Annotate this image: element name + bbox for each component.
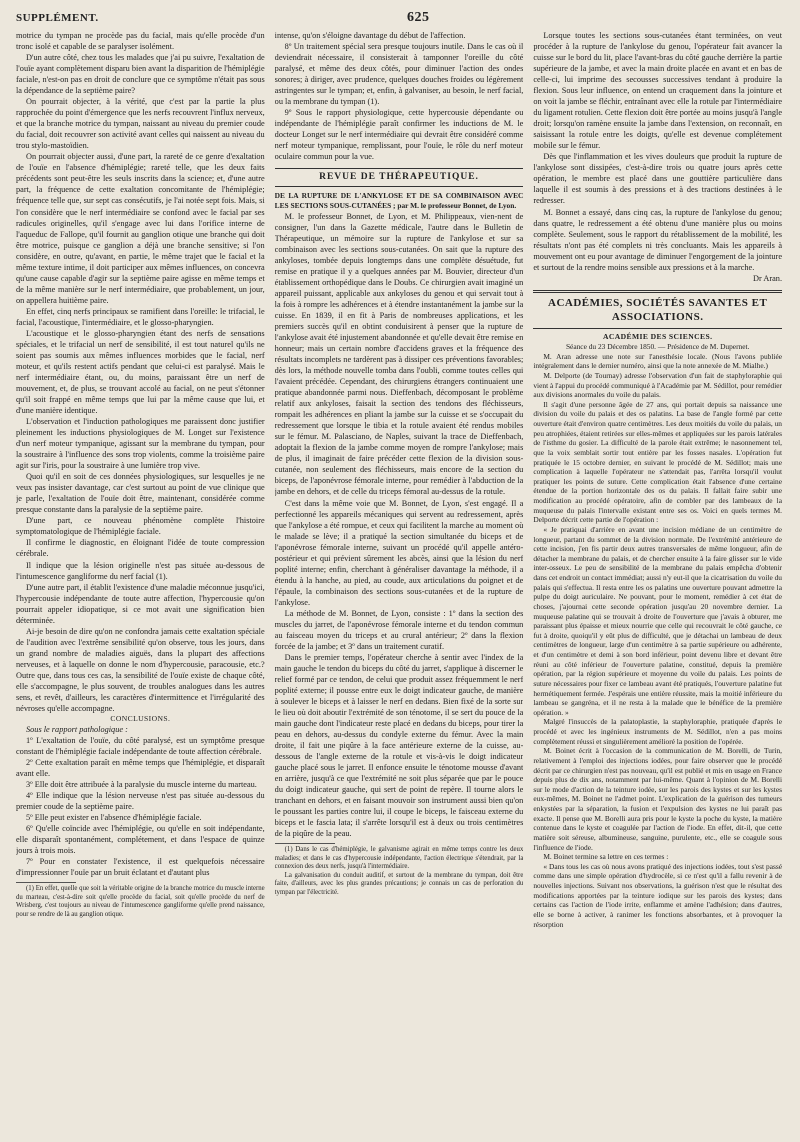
paragraph: « Je pratiquai d'arrière en avant une incision médiane de un centimètre de longueur, partant du sommet de la division normale. De l'extrémité antérieure de cette incision, j'en fis partir deux autres transversales de même longueur, afin de détacher la membrane du palais, et de chercher ensuite à la faire glisser sur le vide inter-osseux. Le peu de sensibilité de la membrane du palais empêcha d'obtenir dans cet endroit un contact immédiat; aussi n'y eut-il que la cicatrisation du voile du palais qui s'effectua. Il resta entre les os palatins une ouverture pouvant admettre la pulpe du doigt auriculaire. Ne pouvant, pour le moment, remédier à cet état de choses, j'ajournai cette seconde opération jusqu'au 20 novembre dernier. La muqueuse palatine qui se trouvait à droite de l'ouverture que j'avais à obturer, me paraissant plus épaisse et mieux nourrie que celle qui recouvrait le côté gauche, ce fut à droite, quoiqu'il y eût plus de difficulté, que je détachai un lambeau de deux centimètres de longueur, large d'un centimètre à sa partie supérieure ou adhérente, et d'un centimètre et demi à son bord inférieur, point devenu libre et devant être réuni au côté inférieur de l'ouverture palatine, constitué, depuis la première opération, par la région supérieure et moyenne du voile du palais. Les points de suture nécessaires pour fixer ce lambeau avant été pratiqués, l'ouverture palatine fut hermétiquement fermée. J'espérais une entière réussite, mais la moitié inférieure du lambeau se gangréna, et il ne resta à la malade que le bénéfice de la première opération. » xyxy=(533,524,783,717)
paragraph: M. Aran adresse une note sur l'anesthésie locale. (Nous l'avons publiée intégralement dans le dernier numéro, ainsi que la note annexée de M. Mialhe.) xyxy=(533,351,783,371)
paragraph: C'est dans la même voie que M. Bonnet, de Lyon, s'est engagé. Il a perfectionné les appareils mécaniques qui servent au redressement, après que l'ankylose a été rompue, et ceux qui facilitent la marche au moment où le malade se lève; il a pratiqué la section simultanée du biceps et de l'aponévrose fémorale interne, suivant un procédé qu'il appelle antéro-postérieur et qui prévient sûrement les abcès, ainsi que la lésion du nerf poplité interne; enfin, cherchant à généraliser davantage la méthode, il a étendu à la hanche, au pied, au coude, aux articulations du poignet et de l'épaule, la combinaison des sections sous-cutanées et de la rupture de l'ankylose. xyxy=(274,498,524,607)
conclusion-item: Sous le rapport pathologique : xyxy=(26,725,128,735)
conclusions-heading: CONCLUSIONS. xyxy=(110,713,171,723)
paragraph: intense, qu'on s'éloigne davantage du début de l'affection. xyxy=(274,31,466,40)
paragraph: On pourrait objecter aussi, d'une part, la rareté de ce genre d'exaltation de l'ouïe en l'absence d'hémiplégie; rareté telle, que les deux faits précédents sont peut-être les seuls inscrits dans la science; et, d'une autre part, la fréquence de cette exaltation concomitante de l'hémiplégie; fréquence telle que, sur sept cas consécutifs, je l'ai notée sept fois. Mais, si l'on considère que le nerf intermédiaire se confond avec le facial par ses radicules originelles, qu'il s'engage avec lui dans l'orifice interne de l'aqueduc de Fallope, qu'il fournit au ganglion otique une branche qui doit être motrice, puisque ce ganglion a déjà une branche sensitive; si l'on considère, en outre, qu'avant, en partie, le même trajet que le facial et la même texture intime, il doit participer aux mêmes influences, on concevra qu'une cause capable d'agir sur la septième paire agisse en même temps et de la même manière sur le nerf intermédiaire, que probablement, un jour, on appellera huitième paire. xyxy=(16,152,265,305)
paragraph: M. Boinet termine sa lettre en ces termes : xyxy=(543,852,669,862)
paragraph: M. Bonnet a essayé, dans cinq cas, la rupture de l'ankylose du genou; dans quatre, le redressement a été obtenu d'une manière plus ou moins complète. Seulement, sous le rapport du rétablissement de la mobilité, les résultats n'ont pas été complets ni très concluants. Mais les appareils à mouvement ont eu pour avantage de diminuer l'engorgement de la jointure et surtout de la rendre moins sensible aux pressions et à la marche. xyxy=(533,207,783,272)
conclusion-item: 4º Elle indique que la lésion nerveuse n'est pas située au-dessous du premier coude de la septième paire. xyxy=(16,791,265,812)
conclusion-item: 2º Cette exaltation paraît en même temps que l'hémiplégie, et disparaît avant elle. xyxy=(16,758,265,779)
paragraph: « Dans tous les cas où nous avons pratiqué des injections iodées, tout s'est passé comme dans une simple opération d'hydrocèle, si ce n'est qu'il a fallu revenir à de nouvelles injections. Suivant nos observations, la guérison n'est que le résultat des modifications apportées par la teinture iodique sur les parois des kystes; dans certains cas l'action de l'iode irrite, enflamme et amène l'adhésion; dans d'autres, elle se borne à activer, à ranimer les fonctions absorbantes, et à provoquer la résorption xyxy=(533,861,783,929)
column-3 xyxy=(533,30,782,1142)
column-2 xyxy=(275,30,524,1142)
paragraph: L'acoustique et le glosso-pharyngien étant des nerfs de sensations spéciales, et le trifacial un nerf de sensibilité, il est tout naturel qu'ils ne soient pas soumis aux mêmes influences morbides que le facial, nerf moteur, et qu'ils restent actifs pendant que celui-ci est paralysé. Mais le nerf intermédiaire étant, ou, du moins, paraissant être un nerf de mouvement, et, de plus, se trouvant accolé au facial, on ne peut s'étonner qu'il soit frappé en même temps que lui par la même cause que lui, et d'une manière identique. xyxy=(16,328,265,416)
section-title-therapeutique: REVUE DE THÉRAPEUTIQUE. xyxy=(275,168,524,187)
paragraph: M. Boinet écrit à l'occasion de la communication de M. Borelli, de Turin, relativement à l'emploi des injections iodées, pour faire observer que le procédé décrit par ce chirurgien n'est pas nouveau, qu'il est publié et mis en usage en France depuis plus de dix ans, notamment par lui-même. Quant à l'opinion de M. Borelli sur le mode d'action de la teinture iodée, sur les parois des kystes et sur les kystes eux-mêmes, M. Boinet ne l'admet point. L'explication de la guérison des tumeurs enkystées par la séparation, la fusion et l'expulsion des kystes ne lui paraît pas exacte. Il pense que M. Borelli aura pris pour le kyste la poche du kyste, la matière contenue dans le kyste et coagulée par l'action de l'iode. En effet, dit-il, que cette matière soit séreuse, albumineuse, sanguine, purulente, etc., elle se coagule sous l'influence de l'iode. xyxy=(533,746,783,852)
paragraph: motrice du tympan ne procède pas du facial, mais qu'elle procède d'un tronc isolé et capable de se paralyser isolément. xyxy=(16,31,265,52)
paragraph: D'un autre côté, chez tous les malades que j'ai pu suivre, l'exaltation de l'ouïe ayant complètement disparu bien avant la disparition de l'hémiplégie faciale, n'est-on pas en droit de conclure que ce symptôme n'était pas sous la dépendance de la septième paire? xyxy=(16,53,265,96)
paragraph: Malgré l'insuccès de la palatoplastie, la staphyloraphie, pratiquée d'après le procédé et avec les ingénieux instruments de M. Sédillot, n'en a pas moins complètement réussi et singulièrement amélioré la position de l'opérée. xyxy=(533,717,783,746)
column-1 xyxy=(16,30,265,1142)
conclusion-item: 1º L'exaltation de l'ouïe, du côté paralysé, est un symptôme presque constant de l'hémiplégie faciale indépendante de toute affection cérébrale. xyxy=(16,736,265,757)
conclusion-item: 5º Elle peut exister en l'absence d'hémiplégie faciale. xyxy=(26,813,202,823)
paragraph: Ai-je besoin de dire qu'on ne confondra jamais cette exaltation spéciale de l'audition avec l'extrême sensibilité qu'on observe, tous les jours, dans un grand nombre de maladies aiguës, dans la plupart des affections nerveuses, et à laquelle on donne le nom d'hypercousie, paracousie, etc.? Outre que, dans tous ces cas, la sensibilité de l'ouïe existe de chaque côté, elle s'accompagne, le plus souvent, de troubles analogues dans les autres sens, et revêt, d'ailleurs, les caractères d'intermittence et l'irrégularité des névroses qu'elle accompagne. xyxy=(16,626,265,713)
paragraph: Quoi qu'il en soit de ces données physiologiques, sur lesquelles je ne veux pas insister davantage, car c'est surtout au point de vue clinique que je parle, l'exaltation de l'ouïe doit être, maintenant, considérée comme presque constante dans la paralysie de la septième paire. xyxy=(16,472,265,515)
conclusion-item: 3º Elle doit être attribuée à la paralysie du muscle interne du marteau. xyxy=(26,780,257,790)
paragraph: Il indique que la lésion originelle n'est pas située au-dessous de l'intumescence gangliforme du nerf facial (1). xyxy=(16,560,265,581)
running-title: SUPPLÉMENT. xyxy=(16,12,99,24)
signature: Dr Aran. xyxy=(752,273,783,283)
columns xyxy=(16,30,782,1142)
academy-name: ACADÉMIE DES SCIENCES. xyxy=(602,331,713,341)
footnote: La galvanisation du conduit auditif, et surtout de la membrane du tympan, doit être faite, d'ailleurs, avec les plus grandes précautions; je connais un cas de perforation du tympan par l'électricité. xyxy=(274,871,524,896)
paragraph: M. Delporte (de Tournay) adresse l'observation d'un fait de staphyloraphie qui vient à l'appui du procédé communiqué à l'Académie par M. Sédillot, pour remédier aux divisions anormales du voile du palais. xyxy=(533,370,783,400)
article-heading: DE LA RUPTURE DE L'ANKYLOSE ET DE SA COMBINAISON AVEC LES SECTIONS SOUS-CUTANÉES ; par M. le professeur Bonnet, de Lyon. xyxy=(274,191,524,210)
paragraph: L'observation et l'induction pathologiques me paraissent donc justifier pleinement les inductions physiologiques de M. Longet sur l'existence d'un nerf moteur tympanique, agissant sur la membrane du tympan, pour la soustraire à l'influence des sons trop violents, comme la troisième paire agit sur l'iris, pour la soustraire à une lumière trop vive. xyxy=(16,417,265,471)
paragraph: D'une part, ce nouveau phénomène complète l'histoire symptomatologique de l'hémiplégie faciale. xyxy=(16,516,265,537)
conclusion-item: 7º Pour en constater l'existence, il est quelquefois nécessaire d'impressionner l'ouïe par un bruit éclatant et d'autant plus xyxy=(16,857,265,878)
footnote-rule xyxy=(16,882,76,883)
session-line: Séance du 23 Décembre 1850. — Présidence de M. Dupernet. xyxy=(565,342,750,352)
paragraph: En effet, cinq nerfs principaux se ramifient dans l'oreille: le trifacial, le facial, l'acoustique, l'intermédiaire, et le glosso-pharyngien. xyxy=(16,306,265,327)
page-header xyxy=(16,10,782,26)
paragraph: D'une autre part, il établit l'existence d'une maladie méconnue jusqu'ici, l'hypercousie indépendante de toute autre affection, l'hypercousie qu'on pourrait appeler idiopatique, si ce mot avait une signification bien déterminée. xyxy=(16,582,265,625)
conclusion-item: 6º Qu'elle coïncide avec l'hémiplégie, ou qu'elle en soit indépendante, elle disparaît spontanément, complétement, et dans l'espace de quinze jours à trois mois. xyxy=(16,824,265,856)
section-title-academies: ACADÉMIES, SOCIÉTÉS SAVANTES ET ASSOCIATIONS. xyxy=(533,290,782,329)
paragraph: Lorsque toutes les sections sous-cutanées étant terminées, on veut procéder à la rupture de l'ankylose du genou, l'opérateur fait avancer la cuisse sur le bord du lit, place l'avant-bras du côté gauche derrière la partie supérieure de la jambe, et avec la main droite placée en avant et en bas de celle-ci, lui imprime des secousses successives tendant à produire la flexion. Sous leur influence, on entend un craquement dans la jointure et on voit la jambe se fléchir, entraînant avec elle la rotule par l'intermédiaire du ligament rotulien. Cette flexion doit être portée au moins jusqu'à l'angle droit; lorsqu'on ramène ensuite la jambe dans l'extension, on reconnaît, en saisissant la rotule entre les doigts, qu'elle est devenue complétement mobile sur le fémur. xyxy=(533,31,783,151)
paragraph: 8º Un traitement spécial sera presque toujours inutile. Dans le cas où il deviendrait nécessaire, il consisterait à tamponner l'oreille du côté paralysé, et même des deux côtés, pour diminuer l'action des ondes sonores; à diriger, avec prudence, quelques douches froides ou légèrement astringentes sur le tympan; et, enfin, à galvaniser, au besoin, le nerf facial, ou la membrane du tympan (1). xyxy=(274,42,524,107)
paragraph: Il confirme le diagnostic, en éloignant l'idée de toute compression cérébrale. xyxy=(16,538,265,559)
page-number: 625 xyxy=(407,10,430,25)
paragraph: Dans le premier temps, l'opérateur cherche à sentir avec l'index de la main gauche le tendon du biceps du côté du jarret, s'applique à discerner le relief formé par ce tendon, de celui que produit assez fréquemment le nerf poplité externe; il pousse entre eux le doigt indicateur gauche, de manière à soulever le biceps et à laisser le nerf en dedans. Bien fixé de la sorte sur le lieu où doit aboutir l'extrémité de son ténotome, il se sert du pouce de la main gauche dont l'indicateur reste placé en dedans du biceps, pour tirer la peau en dehors, au-dessus du condyle externe du fémur. Avec la main droite, il fait une piqûre à la face antérieure externe de la cuisse, au-dessous de l'angle externe de la rotule et vis-à-vis le doigt indicateur gauche placé sous le jarret. Il enfonce ensuite le ténotome mousse d'avant en arrière, jusqu'à ce que l'extrémité ne soit plus séparée que par le pouce du doigt indicateur gauche, qui sert de point de repère. Il tourne alors le tranchant en dehors, et en faisant mouvoir son instrument aussi bien qu'on le poussant les parties contre lui, il coupe le biceps, le faisceau externe du biceps et le fascia lata; il s'arrête lorsqu'il est à deux ou trois centimètres de la piqûre de la peau. xyxy=(274,652,524,839)
footnote-rule xyxy=(275,843,335,844)
footnote: (1) En effet, quelle que soit la véritable origine de la branche motrice du muscle interne du marteau, c'est-à-dire soit qu'elle procède du facial, soit qu'elle procède du nerf de Wrisberg, c'est toujours au niveau de l'intumescence gangliforme qu'elle prend naissance, pour se rendre de là au ganglion otique. xyxy=(16,885,265,918)
paragraph: On pourrait objecter, à la vérité, que c'est par la partie la plus rapprochée du point d'émergence que les nerfs recouvrent l'influx nerveux, et que la branche motrice du tympan, naissant au niveau du premier coude du facial, doit recouvrer son activité avant celles qui naissent au niveau du trou stylo-mastoïdien. xyxy=(16,97,265,151)
paragraph: M. le professeur Bonnet, de Lyon, et M. Philippeaux, vien-nent de consigner, l'un dans la Gazette médicale, l'autre dans le Bulletin de Thérapeutique, un mémoire sur la rupture de l'ankylose et sur sa combinaison avec les sections sous-cutanées. On sait que la rupture des ankyloses, tombée depuis longtemps dans une complète désuétude, fut remise en pratique il y a quelques années par M. Bouvier, directeur d'un établissement orthopédique dans le Doubs. Ce chirurgien avait imaginé un appareil puissant, applicable aux ankyloses du genou et qui servait tout à la fois à rompre les adhérences et à étendre instantanément la jambe sur la cuisse. En 1839, il en fit à Paris de nombreuses applications, et les premiers succès qu'il en obtint conduisirent à penser que la rupture de l'ankylose avait été injustement abandonnée et qu'elle devait être remise en honneur; mais un certain nombre d'accidens graves et la fréquence des résultats incomplets ne tardèrent pas à dissiper ces préventions favorables; dès lors, la méthode nouvelle tomba dans l'oubli, comme toutes celles qui l'avaient précédée. Cependant, des chirurgiens étrangers continuaient une pratique abandonnée parmi nous. Dieffenbach, décomposant le problème relatif aux ankyloses, faisait la section des tendons des fléchisseurs, rompait les adhérences en pliant la jambe sur la cuisse et se s'occupait du redressement que lorsque le tibia et la rotule avaient été rendus mobiles sur le fémur. M. Palasciano, de Naples, suivant la trace de Dieffenbach, adoptait la flexion de la jambe comme moyen de rompre l'ankylose; mais de plus, il imaginait de faire précéder cette flexion de la division sous-cutanée, non seulement des fléchisseurs, mais encore de la section du biceps, de l'aponévrose fémorale interne, pour remédier à l'abduction de la jambe en dehors, et de celle du triceps fémoral au-dessus de la rotule. xyxy=(274,211,524,497)
paragraph: Dès que l'inflammation et les vives douleurs que produit la rupture de l'ankylose sont dissipées, c'est-à-dire trois ou quatre jours après cette opération, le membre est placé dans une gouttière particulière dans laquelle il est soumis à des pressions et à des tractions destinées à le redresser. xyxy=(533,152,783,206)
paragraph: La méthode de M. Bonnet, de Lyon, consiste : 1º dans la section des muscles du jarret, de l'aponévrose fémorale interne et du tendon commun au faisceau moyen du triceps et au crural antérieur; 2º dans la flexion forcée de la jambe; et 3º dans un traitement curatif. xyxy=(274,608,524,651)
paragraph: 9º Sous le rapport physiologique, cette hypercousie dépendante ou indépendante de l'hémiplégie paraît confirmer les inductions de M. le docteur Longet sur le nerf intermédiaire qui devrait être considéré comme nerf moteur tympanique, remplissant, pour l'ouïe, le rôle du nerf moteur oculaire commun pour la vue. xyxy=(274,108,524,162)
paragraph: Il s'agit d'une personne âgée de 27 ans, qui portait depuis sa naissance une division du voile du palais et des os palatins. La base de l'angle formé par cette ouverture était d'environ quatre centimètres. Les deux moitiés du voile du palais, un peu atrophiées, étaient retirées sur elles-mêmes et appliquées sur les parois latérales de l'isthme du gosier. La difficulté de la parole était extrême; le nasonnement tel, que la voix semblait sortir tout entière par les fosses nasales. L'opération fut pratiquée le 15 octobre dernier, en suivant le procédé de M. Sédillot; mais une complication à laquelle l'opérateur ne s'attendait pas, l'arrêta lorsqu'il voulut pratiquer les points de suture. Cette complication était l'absence d'une certaine étendue de la portion horizontale des os du palais. Il fallait faire subir une modification au procédé opératoire, afin de combler par des lambeaux de la muqueuse du palais l'intervalle existant entre ses os. Voici en quels termes M. Delporte décrit cette partie de l'opération : xyxy=(533,399,783,525)
footnote: (1) Dans le cas d'hémiplégie, le galvanisme agirait en même temps contre les deux maladies; et dans le cas d'hypercousie indépendante, l'action électrique s'étendrait, par la connexion des deux nerfs, jusqu'à l'intermédiaire. xyxy=(274,846,524,871)
